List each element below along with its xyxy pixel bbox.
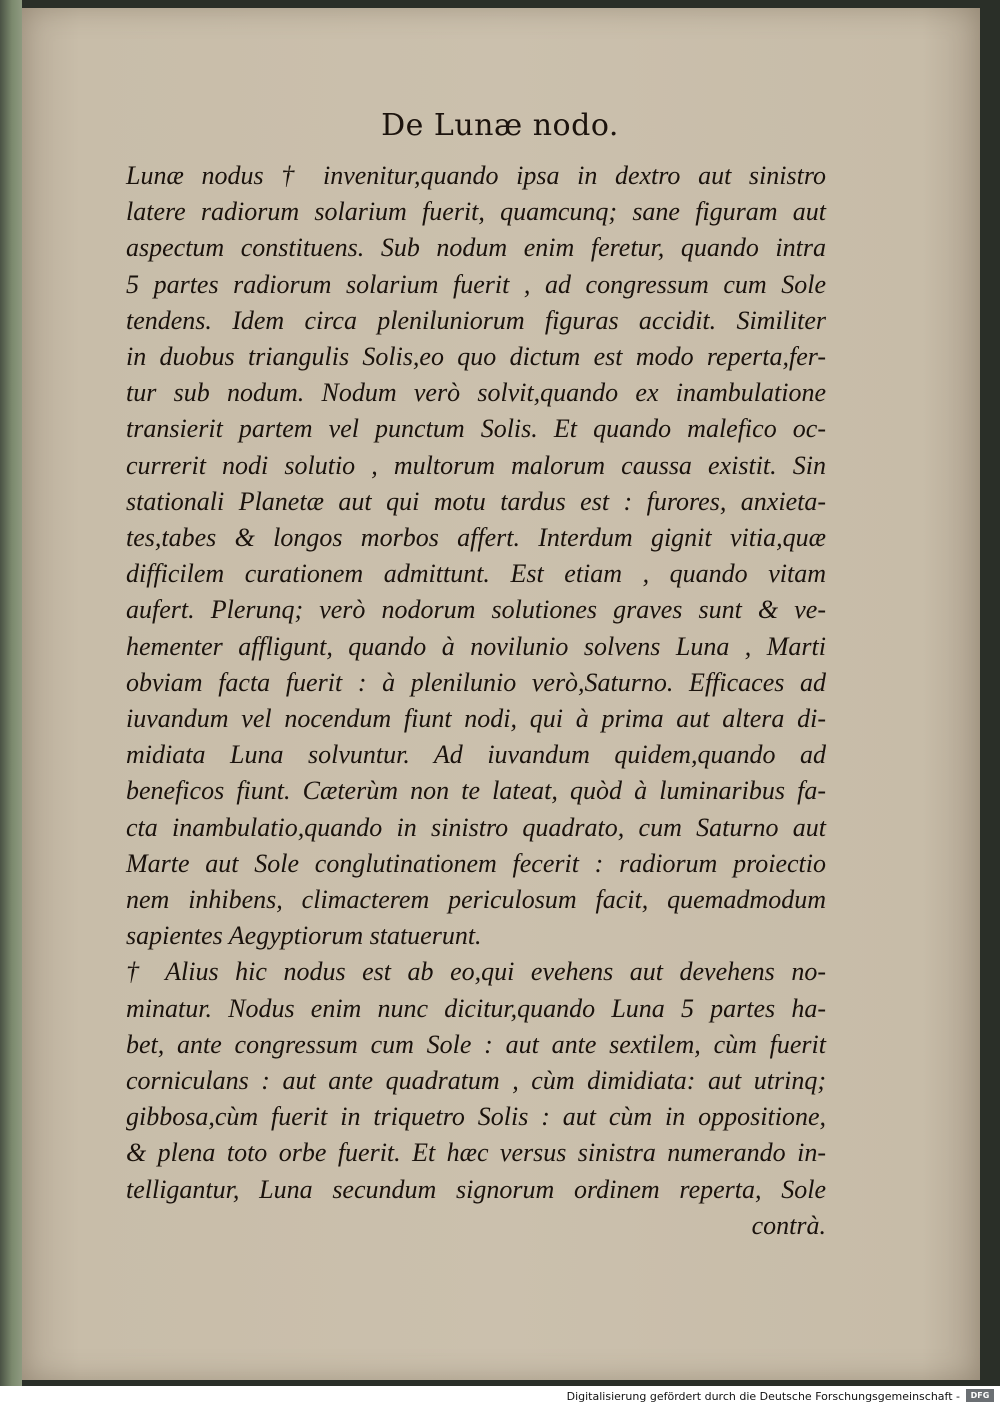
text-line: in duobus triangulis Solis,eo quo dictum est modo reperta,fer-: [126, 342, 826, 372]
text-line: difficilem curationem admittunt. Est etiam , quando vitam: [126, 559, 826, 589]
text-line: & plena toto orbe fuerit. Et hæc versus sinistra numerando in-: [126, 1138, 826, 1168]
text-line: latere radiorum solarium fuerit, quamcunq; sane figuram aut: [126, 197, 826, 227]
text-line: sapientes Aegyptiorum statuerunt.: [126, 921, 482, 951]
text-line: Lunæ nodus † invenitur,quando ipsa in dextro aut sinistro: [126, 161, 826, 190]
body-text: [126, 158, 826, 1244]
text-line: † Alius hic nodus est ab eo,qui evehens aut devehens no-: [126, 957, 826, 987]
text-line: tur sub nodum. Nodum verò solvit,quando ex inambulatione: [126, 378, 826, 408]
text-line: tes,tabes & longos morbos affert. Interdum gignit vitia,quæ: [126, 523, 826, 553]
book-binding-edge: [0, 0, 22, 1386]
text-line: midiata Luna solvuntur. Ad iuvandum quidem,quando ad: [126, 740, 826, 770]
text-line: cta inambulatio,quando in sinistro quadrato, cum Saturno aut: [126, 812, 826, 842]
text-line: nem inhibens, climacterem periculosum facit, quemadmodum: [126, 885, 826, 915]
catchword: contrà.: [751, 1210, 826, 1240]
text-line: minatur. Nodus enim nunc dicitur,quando Luna 5 partes ha-: [126, 993, 826, 1023]
dfg-logo: DFG: [966, 1389, 994, 1402]
digitization-footer: [0, 1386, 1000, 1406]
text-line: aufert. Plerunq; verò nodorum solutiones graves sunt & ve-: [126, 595, 826, 625]
text-line: bet, ante congressum cum Sole : aut ante sextilem, cùm fuerit: [126, 1029, 826, 1059]
text-line: transierit partem vel punctum Solis. Et quando malefico oc-: [126, 414, 826, 444]
text-line: corniculans : aut ante quadratum , cùm dimidiata: aut utrinq;: [126, 1066, 826, 1096]
text-line: currerit nodi solutio , multorum malorum caussa existit. Sin: [126, 450, 826, 480]
text-line: aspectum constituens. Sub nodum enim feretur, quando intra: [126, 233, 826, 263]
text-line: telligantur, Luna secundum signorum ordinem reperta, Sole: [126, 1174, 826, 1204]
text-line: obviam facta fuerit : à plenilunio verò,Saturno. Efficaces ad: [126, 667, 826, 697]
text-line: 5 partes radiorum solarium fuerit , ad congressum cum Sole: [126, 269, 826, 299]
text-line: tendens. Idem circa pleniluniorum figuras accidit. Similiter: [126, 305, 826, 335]
funding-note: Digitalisierung gefördert durch die Deutsche Forschungsgemeinschaft -: [566, 1390, 960, 1403]
text-line: hementer affligunt, quando à novilunio solvens Luna , Marti: [126, 631, 826, 661]
text-line: stationali Planetæ aut qui motu tardus est : furores, anxieta-: [126, 486, 826, 516]
text-line: Marte aut Sole conglutinationem fecerit : radiorum proiectio: [126, 848, 826, 878]
page-title: De Lunæ nodo.: [381, 108, 619, 143]
text-line: beneficos fiunt. Cæterùm non te lateat, quòd à luminaribus fa-: [126, 776, 826, 806]
text-line: gibbosa,cùm fuerit in triquetro Solis : aut cùm in oppositione,: [126, 1102, 826, 1132]
text-line: iuvandum vel nocendum fiunt nodi, qui à prima aut altera di-: [126, 704, 826, 734]
